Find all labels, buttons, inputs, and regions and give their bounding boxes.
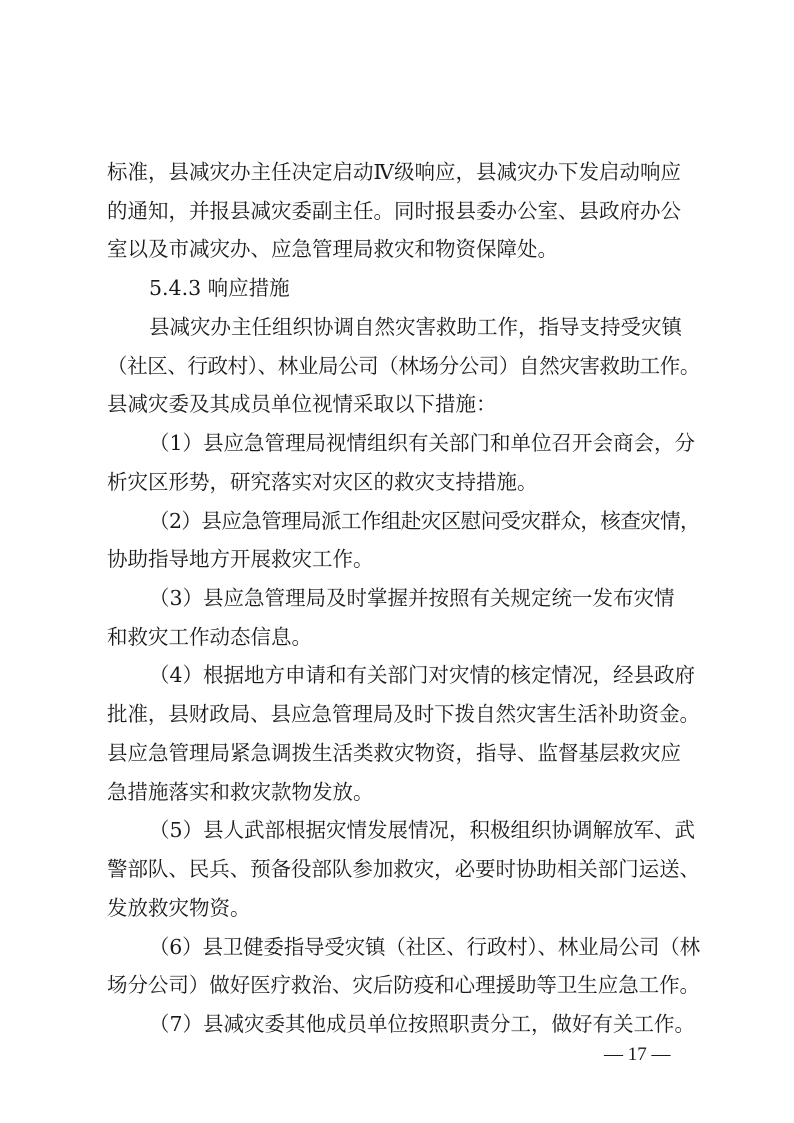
paragraph-line: 发放救灾物资。 xyxy=(107,895,251,920)
paragraph-line: 协助指导地方开展救灾工作。 xyxy=(107,547,374,572)
paragraph-line: 警部队、民兵、预备役部队参加救灾，必要时协助相关部门运送、 xyxy=(107,857,700,882)
paragraph-line: （3）县应急管理局及时掌握并按照有关规定统一发布灾情 xyxy=(149,586,675,610)
paragraph-line: 场分公司）做好医疗救治、灾后防疫和心理援助等卫生应急工作。 xyxy=(107,973,700,998)
paragraph-line: 县减灾办主任组织协调自然灾害救助工作，指导支持受灾镇 xyxy=(149,314,682,339)
paragraph-line: （7）县减灾委其他成员单位按照职责分工，做好有关工作。 xyxy=(149,1012,696,1036)
paragraph-line: 县应急管理局紧急调拨生活类救灾物资，指导、监督基层救灾应 xyxy=(107,740,681,765)
paragraph-line: （6）县卫健委指导受灾镇（社区、行政村）、林业局公司（林 xyxy=(149,934,700,959)
section-heading: 5.4.3 响应措施 xyxy=(149,276,290,301)
paragraph-line: （4）根据地方申请和有关部门对灾情的核定情况，经县政府 xyxy=(149,663,696,688)
paragraph-line: （2）县应急管理局派工作组赴灾区慰问受灾群众，核查灾情， xyxy=(149,508,700,533)
page-number: — 17 — xyxy=(604,1044,671,1065)
paragraph-line: 标准，县减灾办主任决定启动Ⅳ级响应，县减灾办下发启动响应 xyxy=(107,160,681,184)
paragraph-line: 室以及市减灾办、应急管理局救灾和物资保障处。 xyxy=(107,237,558,262)
paragraph-line: （社区、行政村）、林业局公司（林场分公司）自然灾害救助工作。 xyxy=(107,353,700,378)
paragraph-line: 析灾区形势，研究落实对灾区的救灾支持措施。 xyxy=(107,469,538,494)
paragraph-line: 县减灾委及其成员单位视情采取以下措施： xyxy=(107,392,497,417)
paragraph-line: （1）县应急管理局视情组织有关部门和单位召开会商会，分 xyxy=(149,431,696,456)
paragraph-line: （5）县人武部根据灾情发展情况，积极组织协调解放军、武 xyxy=(149,818,696,843)
paragraph-line: 急措施落实和救灾款物发放。 xyxy=(107,779,374,804)
paragraph-line: 的通知，并报县减灾委副主任。同时报县委办公室、县政府办公 xyxy=(107,198,681,223)
paragraph-line: 和救灾工作动态信息。 xyxy=(107,624,312,649)
paragraph-line: 批准，县财政局、县应急管理局及时下拨自然灾害生活补助资金。 xyxy=(107,702,700,727)
